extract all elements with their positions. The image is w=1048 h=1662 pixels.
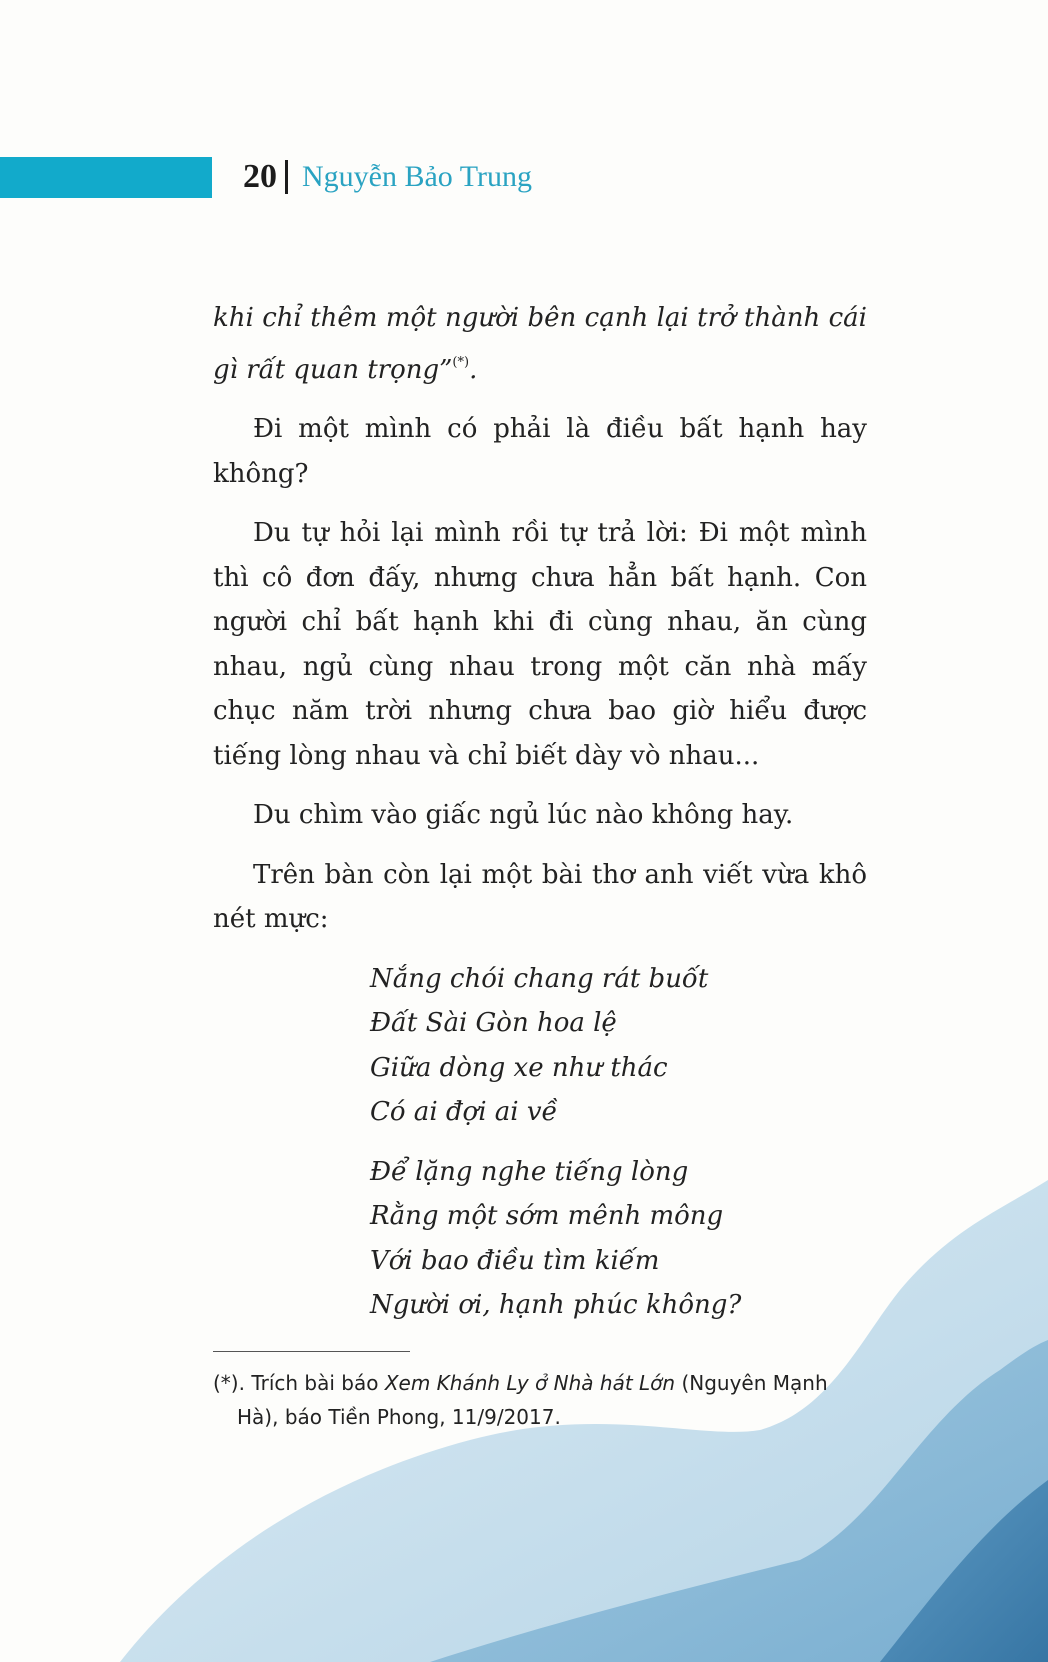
footnote-article-title: Xem Khánh Ly ở Nhà hát Lớn — [384, 1371, 676, 1395]
poem — [370, 957, 867, 1328]
footnote-text: (Nguyên Mạnh — [675, 1371, 828, 1395]
poem-line: Với bao điều tìm kiếm — [370, 1245, 660, 1276]
poem-stanza — [370, 1150, 867, 1328]
poem-line: Đất Sài Gòn hoa lệ — [370, 1008, 617, 1038]
paragraph — [213, 296, 867, 392]
page-body — [213, 296, 867, 1343]
footnote-ref[interactable]: (*) — [452, 354, 470, 370]
footnote-marker: (*). Trích bài báo — [213, 1371, 385, 1395]
poem-line: Giữa dòng xe như thác — [370, 1052, 668, 1083]
poem-line: Nắng chói chang rát buốt — [370, 963, 709, 994]
paragraph: Trên bàn còn lại một bài thơ anh viết vừa khô nét mực: — [213, 859, 867, 934]
paragraph-tail: . — [469, 354, 478, 385]
paragraph-text: khi chỉ thêm một người bên cạnh lại trở thành cái gì rất quan trọng” — [213, 303, 867, 385]
poem-line: Người ơi, hạnh phúc không? — [370, 1290, 742, 1320]
poem-line: Có ai đợi ai về — [370, 1097, 558, 1127]
paragraph: Du chìm vào giấc ngủ lúc nào không hay. — [253, 800, 794, 830]
footnote — [213, 1366, 873, 1434]
poem-line: Rằng một sớm mênh mông — [370, 1201, 724, 1231]
footnote-line-1 — [213, 1366, 873, 1400]
footnote-line-2: Hà), báo Tiền Phong, 11/9/2017. — [237, 1405, 561, 1429]
paragraph: Du tự hỏi lại mình rồi tự trả lời: Đi một mình thì cô đơn đấy, nhưng chưa hẳn bất hạnh. Con người chỉ bất hạnh khi đi cùng nhau, ăn cùng nhau, ngủ cùng nhau trong một căn nhà mấy chục năm trời nhưng chưa bao giờ hiểu được tiếng lòng nhau và chỉ biết dày vò nhau... — [213, 518, 867, 771]
footnote-divider — [213, 1351, 410, 1352]
page-number: 20 — [243, 158, 277, 195]
paragraph: Đi một mình có phải là điều bất hạnh hay không? — [213, 414, 867, 489]
author-name: Nguyễn Bảo Trung — [302, 160, 533, 193]
poem-stanza — [370, 957, 867, 1135]
poem-line: Để lặng nghe tiếng lòng — [370, 1156, 689, 1187]
